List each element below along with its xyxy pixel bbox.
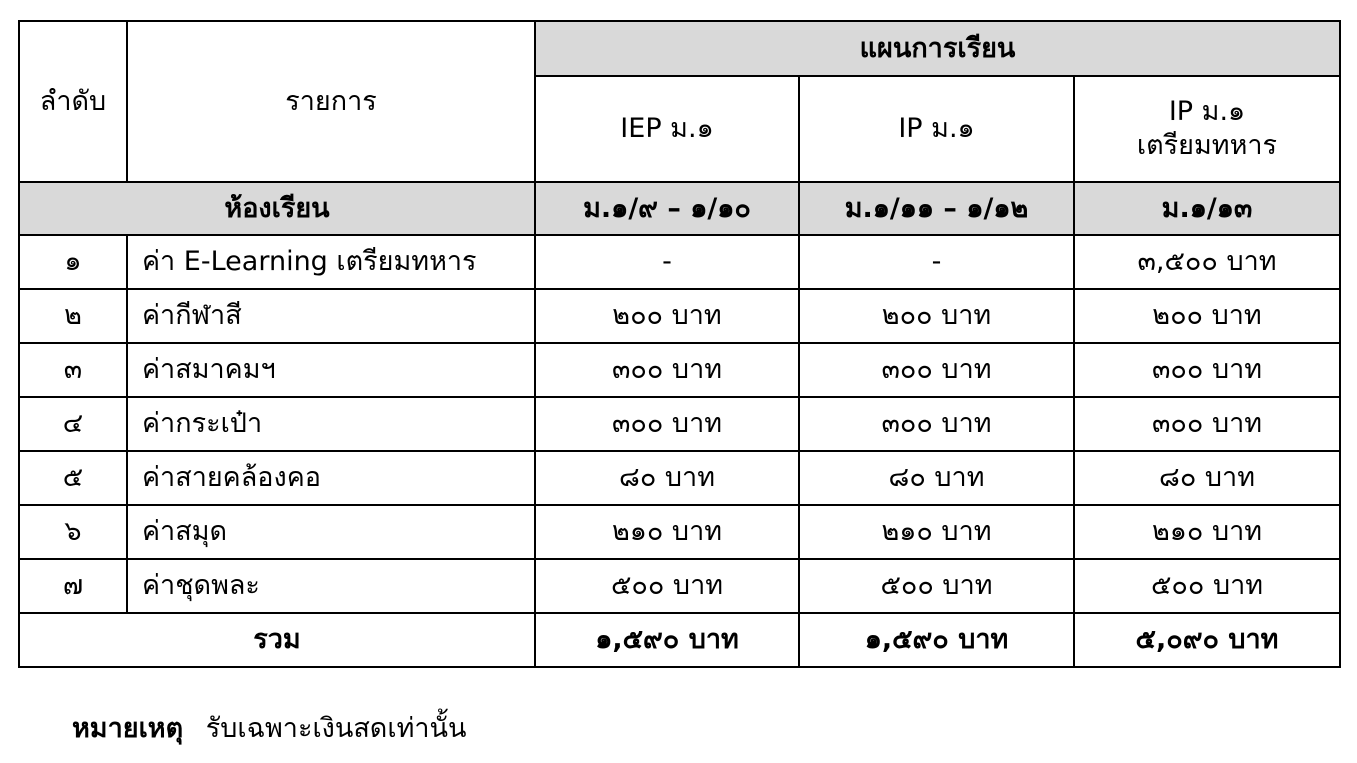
total-value: ๕,๐๙๐ บาท [1074, 613, 1340, 667]
table-row [19, 289, 1340, 343]
row-value: ๓๐๐ บาท [1074, 343, 1340, 397]
row-item: ค่าชุดพละ [127, 559, 535, 613]
row-item: ค่ากระเป๋า [127, 397, 535, 451]
classroom-label: ห้องเรียน [19, 182, 535, 235]
row-no: ๕ [19, 451, 127, 505]
row-value: ๓๐๐ บาท [535, 397, 799, 451]
table-row [19, 343, 1340, 397]
fee-table [18, 20, 1341, 668]
row-value: - [799, 235, 1074, 289]
row-value: ๒๑๐ บาท [535, 505, 799, 559]
row-item: ค่าสมาคมฯ [127, 343, 535, 397]
row-value: ๘๐ บาท [1074, 451, 1340, 505]
total-value: ๑,๕๙๐ บาท [535, 613, 799, 667]
table-row [19, 559, 1340, 613]
row-value: ๒๐๐ บาท [1074, 289, 1340, 343]
row-no: ๓ [19, 343, 127, 397]
row-value: ๕๐๐ บาท [1074, 559, 1340, 613]
plan-line2: เตรียมทหาร [1136, 130, 1278, 161]
row-item: ค่า E-Learning เตรียมทหาร [127, 235, 535, 289]
row-value: - [535, 235, 799, 289]
table-row [19, 235, 1340, 289]
row-value: ๓๐๐ บาท [799, 343, 1074, 397]
row-value: ๕๐๐ บาท [799, 559, 1074, 613]
total-label: รวม [19, 613, 535, 667]
plan-line1: IP ม.๑ [898, 113, 975, 145]
header-plan-ip-military [1074, 76, 1340, 182]
note-label: หมายเหตุ [72, 713, 184, 744]
row-no: ๖ [19, 505, 127, 559]
row-no: ๒ [19, 289, 127, 343]
header-plan-iep [535, 76, 799, 182]
table-row [19, 397, 1340, 451]
table-row [19, 505, 1340, 559]
footnote [72, 706, 466, 749]
row-no: ๗ [19, 559, 127, 613]
row-value: ๓๐๐ บาท [1074, 397, 1340, 451]
plan-line1: IP ม.๑ [1168, 96, 1246, 128]
row-no: ๔ [19, 397, 127, 451]
header-item: รายการ [127, 21, 535, 182]
total-value: ๑,๕๙๐ บาท [799, 613, 1074, 667]
row-value: ๒๑๐ บาท [799, 505, 1074, 559]
row-value: ๓๐๐ บาท [535, 343, 799, 397]
header-plan-group: แผนการเรียน [535, 21, 1340, 76]
row-value: ๒๐๐ บาท [799, 289, 1074, 343]
row-value: ๒๑๐ บาท [1074, 505, 1340, 559]
row-item: ค่าสมุด [127, 505, 535, 559]
header-plan-ip [799, 76, 1074, 182]
row-value: ๓๐๐ บาท [799, 397, 1074, 451]
classroom-value: ม.๑/๑๓ [1074, 182, 1340, 235]
row-value: ๒๐๐ บาท [535, 289, 799, 343]
table-row [19, 451, 1340, 505]
header-no: ลำดับ [19, 21, 127, 182]
classroom-value: ม.๑/๙ – ๑/๑๐ [535, 182, 799, 235]
plan-line1: IEP ม.๑ [620, 113, 714, 145]
classroom-value: ม.๑/๑๑ – ๑/๑๒ [799, 182, 1074, 235]
row-item: ค่าสายคล้องคอ [127, 451, 535, 505]
row-no: ๑ [19, 235, 127, 289]
total-row [19, 613, 1340, 667]
note-text: รับเฉพาะเงินสดเท่านั้น [205, 713, 467, 744]
row-item: ค่ากีฬาสี [127, 289, 535, 343]
row-value: ๘๐ บาท [799, 451, 1074, 505]
row-value: ๘๐ บาท [535, 451, 799, 505]
row-value: ๓,๕๐๐ บาท [1074, 235, 1340, 289]
row-value: ๕๐๐ บาท [535, 559, 799, 613]
